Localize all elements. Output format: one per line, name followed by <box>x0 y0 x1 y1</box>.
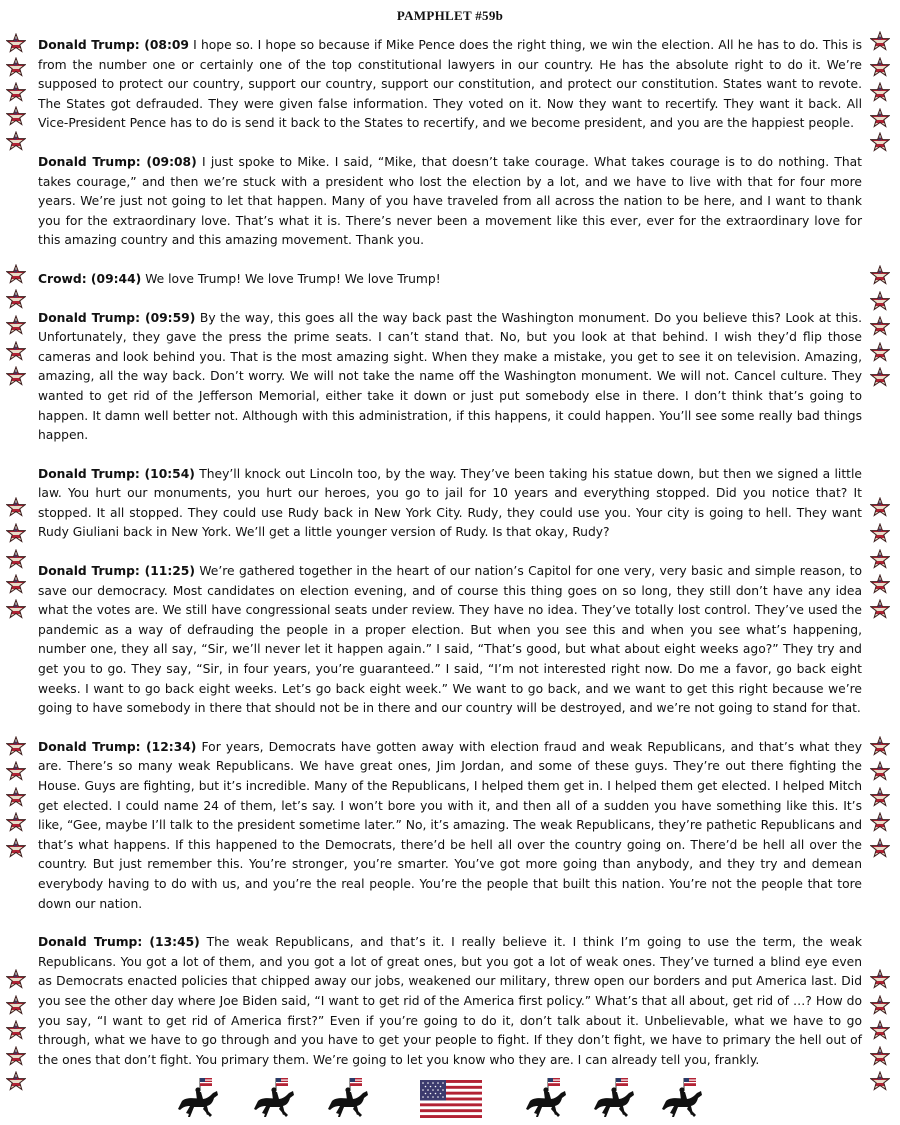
star-icon <box>6 761 26 781</box>
star-icon <box>6 969 26 989</box>
star-icon <box>870 736 890 756</box>
star-icon <box>6 1046 26 1066</box>
speaker-label: Donald Trump: (12:34) <box>38 739 197 754</box>
star-icon <box>6 1020 26 1040</box>
paragraph-text: I hope so. I hope so because if Mike Pence does the right thing, we win the election. All he has to do. This is from the number one or certainly one of the top constitutional lawyers in our country. He has the absolute right to do it. We’re supposed to protect our country, support our country, support our constitution, and protect our constitution. States want to revote. The States got defrauded. They were given false information. They voted on it. Now they want to recertify. They want it back. All Vice-President Pence has to do is send it back to the States to recertify, and we become president, and you are the happiest people. <box>38 38 862 131</box>
star-icon <box>870 1046 890 1066</box>
transcript-paragraph <box>38 309 862 446</box>
star-icon <box>6 366 26 386</box>
star-icon <box>870 838 890 858</box>
paragraph-text: We love Trump! We love Trump! We love Trump! <box>145 271 441 286</box>
speaker-label: Crowd: (09:44) <box>38 271 142 286</box>
speaker-label: Donald Trump: (09:59) <box>38 310 196 325</box>
star-icon <box>870 342 890 362</box>
star-icon <box>870 497 890 517</box>
star-icon <box>6 82 26 102</box>
transcript-paragraph <box>38 738 862 914</box>
star-icon <box>870 1020 890 1040</box>
star-icon <box>870 574 890 594</box>
star-icon <box>870 132 890 152</box>
star-icon <box>6 315 26 335</box>
paragraph-text: They’ll knock out Lincoln too, by the way. They’ve been taking his statue down, but then we signed a little law. You hurt our monuments, you hurt our heroes, you go to jail for 10 years and everything stopped. Did you notice that? It stopped. It all stopped. They could use Rudy back in New York City. Rudy, they could use you. Your city is going to hell. They want Rudy Giuliani back in New York. We’ll get a little younger version of Rudy. Is that okay, Rudy? <box>38 466 862 540</box>
speaker-label: Donald Trump: (09:08) <box>38 154 197 169</box>
star-icon <box>6 341 26 361</box>
star-icon <box>870 549 890 569</box>
horse-rider-icon <box>660 1076 708 1120</box>
transcript-paragraph <box>38 36 862 134</box>
star-icon <box>6 736 26 756</box>
star-icon <box>6 812 26 832</box>
page-title: PAMPHLET #59b <box>396 8 504 23</box>
star-icon <box>870 57 890 77</box>
star-icon <box>6 264 26 284</box>
transcript-paragraph <box>38 153 862 251</box>
transcript-paragraph <box>38 562 862 719</box>
star-icon <box>6 599 26 619</box>
transcript-paragraph <box>38 465 862 543</box>
star-icon <box>870 599 890 619</box>
star-icon <box>6 523 26 543</box>
star-icon <box>870 787 890 807</box>
speaker-label: Donald Trump: (08:09 <box>38 38 189 52</box>
star-icon <box>870 265 890 285</box>
star-icon <box>870 523 890 543</box>
star-icon <box>6 106 26 126</box>
star-icon <box>870 995 890 1015</box>
star-icon <box>870 969 890 989</box>
star-icon <box>870 367 890 387</box>
star-icon <box>870 108 890 128</box>
star-icon <box>870 316 890 336</box>
transcript-paragraph <box>38 270 862 290</box>
star-icon <box>6 838 26 858</box>
paragraph-text: For years, Democrats have gotten away with election fraud and weak Republicans, and that’s what they are. There’s so many weak Republicans. We have great ones, Jim Jordan, and some of these guys. They’re out there fighting the House. Guys are fighting, but it’s incredible. Many of the Republicans, I helped them get in. I helped them get elected. I helped Mitch get elected. I could name 24 of them, let’s say. I won’t bore you with it, and then all of a sudden you have something like this. It’s like, “Gee, maybe I’ll talk to the president sometime later.” No, it’s amazing. The weak Republicans, they’re pathetic Republicans and that’s what happens. If this happened to the Democrats, there’d be hell all over the country going on. There’d be hell all over the country. But just remember this. You’re stronger, you’re smarter. You’ve got more going than anybody, and they try and demean everybody having to do with us, and you’re the real people. You’re the people that built this nation. You’re not the people that tore down our nation. <box>38 739 862 911</box>
american-flag-icon <box>420 1080 482 1118</box>
star-icon <box>6 57 26 77</box>
star-icon <box>870 82 890 102</box>
speaker-label: Donald Trump: (11:25) <box>38 564 195 579</box>
star-icon <box>6 33 26 53</box>
horse-rider-icon <box>524 1076 572 1120</box>
paragraph-text: The weak Republicans, and that’s it. I really believe it. I think I’m going to use the term, the weak Republicans. You got a lot of them, and you got a lot of great ones, but you got a lot of weak ones. They’ve turned a blind eye even as Democrats enacted policies that chipped away our jobs, weakened our military, threw open our borders and put America last. Did you see the other day where Joe Biden said, “I want to get rid of the America first policy.” What’s that all about, get rid of …? How do you say, “I want to get rid of America first?” Even if you’re going to do it, don’t talk about it. Unbelievable, what we have to go through, what we have to go through and you have to get your people to fight. If they don’t fight, we have to primary the hell out of the ones that don’t fight. You primary them. We’re going to let you know who they are. I can already tell you, frankly. <box>38 935 862 1067</box>
star-icon <box>6 787 26 807</box>
star-icon <box>6 289 26 309</box>
star-icon <box>6 497 26 517</box>
star-icon <box>6 574 26 594</box>
transcript-body <box>38 36 862 1089</box>
paragraph-text: We’re gathered together in the heart of our nation’s Capitol for one very, very basic and simple reason, to save our democracy. Most candidates on election evening, and of course this thing goes on so long, they still don’t have any idea what the votes are. We still have congressional seats under review. They have no idea. They’ve totally lost control. They’ve used the pandemic as a way of defrauding the people in a proper election. But when you see this and when you see what’s happening, number one, they all say, “Sir, we’ll never let it happen again.” I said, “That’s good, but what about eight weeks ago?” They try and get you to go. They say, “Sir, in four years, you’re guaranteed.” I said, “I’m not interested right now. Do me a favor, go back eight weeks. I want to go back eight weeks. Let’s go back eight week.” We want to go back, and we want to get this right because we’re going to have somebody in there that should not be in there and our country will be destroyed, and we’re not going to stand for that. <box>38 564 862 716</box>
horse-rider-icon <box>252 1076 300 1120</box>
star-icon <box>6 549 26 569</box>
paragraph-text: By the way, this goes all the way back past the Washington monument. Do you believe this? Look at this. Unfortunately, they gave the press the prime seats. I can’t stand that. No, but you look at that behind. I wish they’d flip those cameras and look behind you. That is the most amazing sight. When they make a mistake, you get to see it on television. Amazing, amazing, all the way back. Don’t worry. We will not take the name off the Washington monument. We will not. Cancel culture. They wanted to get rid of the Jefferson Memorial, either take it down or just put somebody else in there. I don’t think that’s going to happen. It damn well better not. Although with this administration, if this happens, it could happen. You’ll see some really bad things happen. <box>38 310 862 443</box>
horse-rider-icon <box>326 1076 374 1120</box>
star-icon <box>870 812 890 832</box>
speaker-label: Donald Trump: (13:45) <box>38 935 200 950</box>
transcript-paragraph <box>38 933 862 1070</box>
star-icon <box>870 291 890 311</box>
speaker-label: Donald Trump: (10:54) <box>38 466 195 481</box>
footer-decoration <box>0 1072 900 1122</box>
star-icon <box>870 761 890 781</box>
paragraph-text: I just spoke to Mike. I said, “Mike, that doesn’t take courage. What takes courage is to do nothing. That takes courage,” and then we’re stuck with a president who lost the election by a lot, and we have to live with that for four more years. We’re just not going to let that happen. Many of you have traveled from all across the nation to be here, and I want to thank you for the extraordinary love. That’s what it is. There’s never been a movement like this ever, ever for the extraordinary love for this amazing country and this amazing movement. Thank you. <box>38 154 863 248</box>
horse-rider-icon <box>176 1076 224 1120</box>
horse-rider-icon <box>592 1076 640 1120</box>
star-icon <box>6 995 26 1015</box>
star-icon <box>870 31 890 51</box>
star-icon <box>6 131 26 151</box>
